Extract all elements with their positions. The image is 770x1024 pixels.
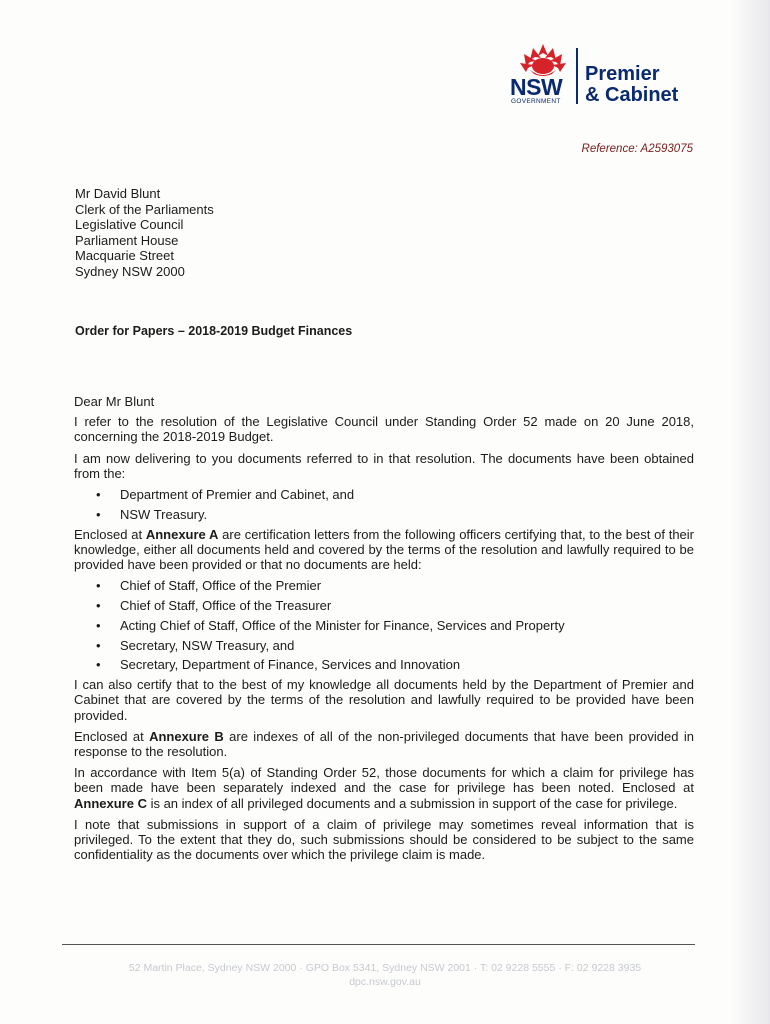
annexure-b-label: Annexure B (149, 728, 224, 744)
logo-department-line-1: Premier (585, 63, 660, 85)
paragraph-certify: I can also certify that to the best of my knowledge all documents held by the Department of Premier and Cabinet that are covered by the terms of the resolution and lawfully required to be provided have been provided. (74, 677, 694, 723)
paragraph-privilege-note: I note that submissions in support of a claim of privilege may sometimes reveal information that is privileged. To the extent that they do, such submissions should be considered to be subject to the same confidentiality as the documents over which the privilege claim is made. (74, 816, 694, 863)
scan-edge-shadow (730, 0, 770, 1024)
address-line: Legislative Council (75, 217, 184, 233)
footer-divider (62, 944, 695, 945)
address-line: Clerk of the Parliaments (75, 201, 214, 217)
list-item: • Secretary, Department of Finance, Services and Innovation (120, 657, 694, 672)
text-run: are certification letters from the following officers certifying that, to the best of their knowledge, either all documents held and covered by the terms of the resolution and lawfully required to be provided have been provided or that no documents are held: (74, 526, 694, 573)
list-item: • Secretary, NSW Treasury, and (120, 638, 694, 653)
text-run: is an index of all privileged documents and a submission in support of the case for privilege. (146, 795, 678, 811)
paragraph-annexure-a (74, 527, 694, 573)
list-item: • Acting Chief of Staff, Office of the Minister for Finance, Services and Property (120, 618, 694, 633)
list-item: • Chief of Staff, Office of the Treasurer (120, 598, 694, 613)
address-line: Macquarie Street (75, 248, 174, 264)
paragraph-resolution: I refer to the resolution of the Legislative Council under Standing Order 52 made on 20 June 2018, concerning the 2018-2019 Budget. (74, 414, 694, 445)
address-line: Mr David Blunt (75, 186, 161, 201)
list-item: • NSW Treasury. (120, 507, 694, 522)
logo-divider (576, 48, 578, 104)
text-run: Enclosed at (74, 728, 150, 744)
officer-list (74, 578, 694, 672)
paragraph-annexure-c (74, 765, 694, 811)
salutation: Dear Mr Blunt (74, 394, 155, 409)
footer-website: dpc.nsw.gov.au (349, 976, 421, 988)
nsw-premier-cabinet-logo (508, 40, 708, 106)
address-line: Sydney NSW 2000 (75, 263, 185, 279)
letter-subject: Order for Papers – 2018-2019 Budget Finances (75, 324, 353, 338)
annexure-a-label: Annexure A (145, 526, 219, 542)
letter-body (74, 394, 694, 868)
source-list (74, 487, 694, 522)
logo-nsw-text: NSW (510, 74, 563, 100)
paragraph-annexure-b (74, 729, 694, 759)
text-run: In accordance with Item 5(a) of Standing Order 52, those documents for which a claim for privilege has been made have been separately indexed and the case for privilege has been noted. Enclosed at (74, 765, 694, 796)
text-run: Enclosed at (74, 526, 146, 542)
logo-department-line-2: & Cabinet (585, 84, 679, 106)
logo-government-text: GOVERNMENT (511, 98, 561, 105)
text-run: are indexes of all of the non-privileged documents that have been provided in response to the resolution. (74, 728, 694, 760)
list-item: • Chief of Staff, Office of the Premier (120, 578, 694, 593)
paragraph-delivering: I am now delivering to you documents referred to in that resolution. The documents have been obtained from the: (74, 450, 694, 481)
list-item: • Department of Premier and Cabinet, and (120, 487, 694, 502)
address-line: Parliament House (75, 232, 179, 248)
footer-address: 52 Martin Place, Sydney NSW 2000 · GPO Box 5341, Sydney NSW 2001 · T: 02 9228 5555 · F: 02 9228 3935 (128, 962, 642, 974)
recipient-address (75, 186, 214, 280)
annexure-c-label: Annexure C (74, 795, 147, 811)
reference-number: Reference: A2593075 (581, 143, 693, 155)
